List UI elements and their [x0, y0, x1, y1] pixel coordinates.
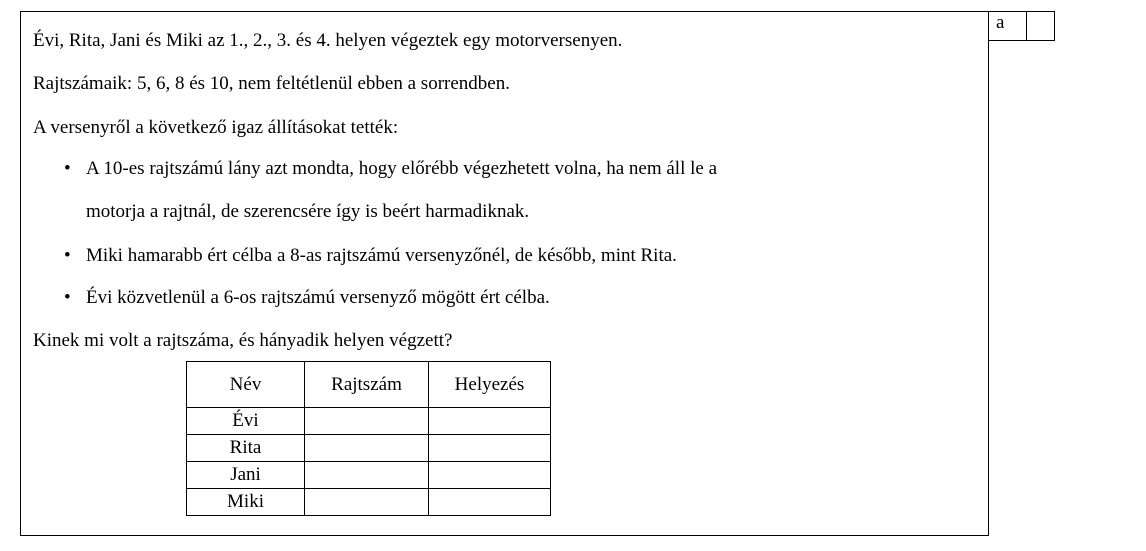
cell-start-number[interactable] [305, 435, 429, 462]
problem-line-1: Évi, Rita, Jani és Miki az 1., 2., 3. és 4. helyen végeztek egy motorversenyen. [33, 30, 623, 51]
bullet-3-line-1: Évi közvetlenül a 6-os rajtszámú versenyző mögött ért célba. [86, 287, 550, 308]
table-row [187, 462, 551, 489]
bullet-icon: • [64, 158, 71, 179]
table-row [187, 435, 551, 462]
cell-start-number[interactable] [305, 462, 429, 489]
cell-placement[interactable] [429, 435, 551, 462]
cell-start-number[interactable] [305, 489, 429, 516]
score-box [1026, 11, 1055, 41]
table-row [187, 408, 551, 435]
bullet-2-line-1: Miki hamarabb ért célba a 8-as rajtszámú versenyzőnél, de később, mint Rita. [86, 245, 677, 266]
table-row [187, 489, 551, 516]
problem-line-2: Rajtszámaik: 5, 6, 8 és 10, nem feltétlenül ebben a sorrendben. [33, 73, 510, 94]
cell-name: Miki [187, 489, 305, 516]
bullet-1-line-2: motorja a rajtnál, de szerencsére így is beért harmadiknak. [86, 201, 530, 222]
cell-name: Rita [187, 435, 305, 462]
answer-table [186, 361, 551, 516]
cell-placement[interactable] [429, 462, 551, 489]
header-start-number: Rajtszám [305, 362, 429, 408]
bullet-1-line-1: A 10-es rajtszámú lány azt mondta, hogy előrébb végezhetett volna, ha nem áll le a [86, 158, 717, 179]
table-header-row [187, 362, 551, 408]
cell-name: Jani [187, 462, 305, 489]
score-label: a [989, 11, 1026, 41]
bullet-icon: • [64, 245, 71, 266]
cell-start-number[interactable] [305, 408, 429, 435]
cell-placement[interactable] [429, 408, 551, 435]
cell-placement[interactable] [429, 489, 551, 516]
header-name: Név [187, 362, 305, 408]
problem-line-3: A versenyről a következő igaz állításokat tették: [33, 117, 399, 138]
cell-name: Évi [187, 408, 305, 435]
bullet-icon: • [64, 287, 71, 308]
header-placement: Helyezés [429, 362, 551, 408]
question-text: Kinek mi volt a rajtszáma, és hányadik helyen végzett? [33, 330, 453, 351]
